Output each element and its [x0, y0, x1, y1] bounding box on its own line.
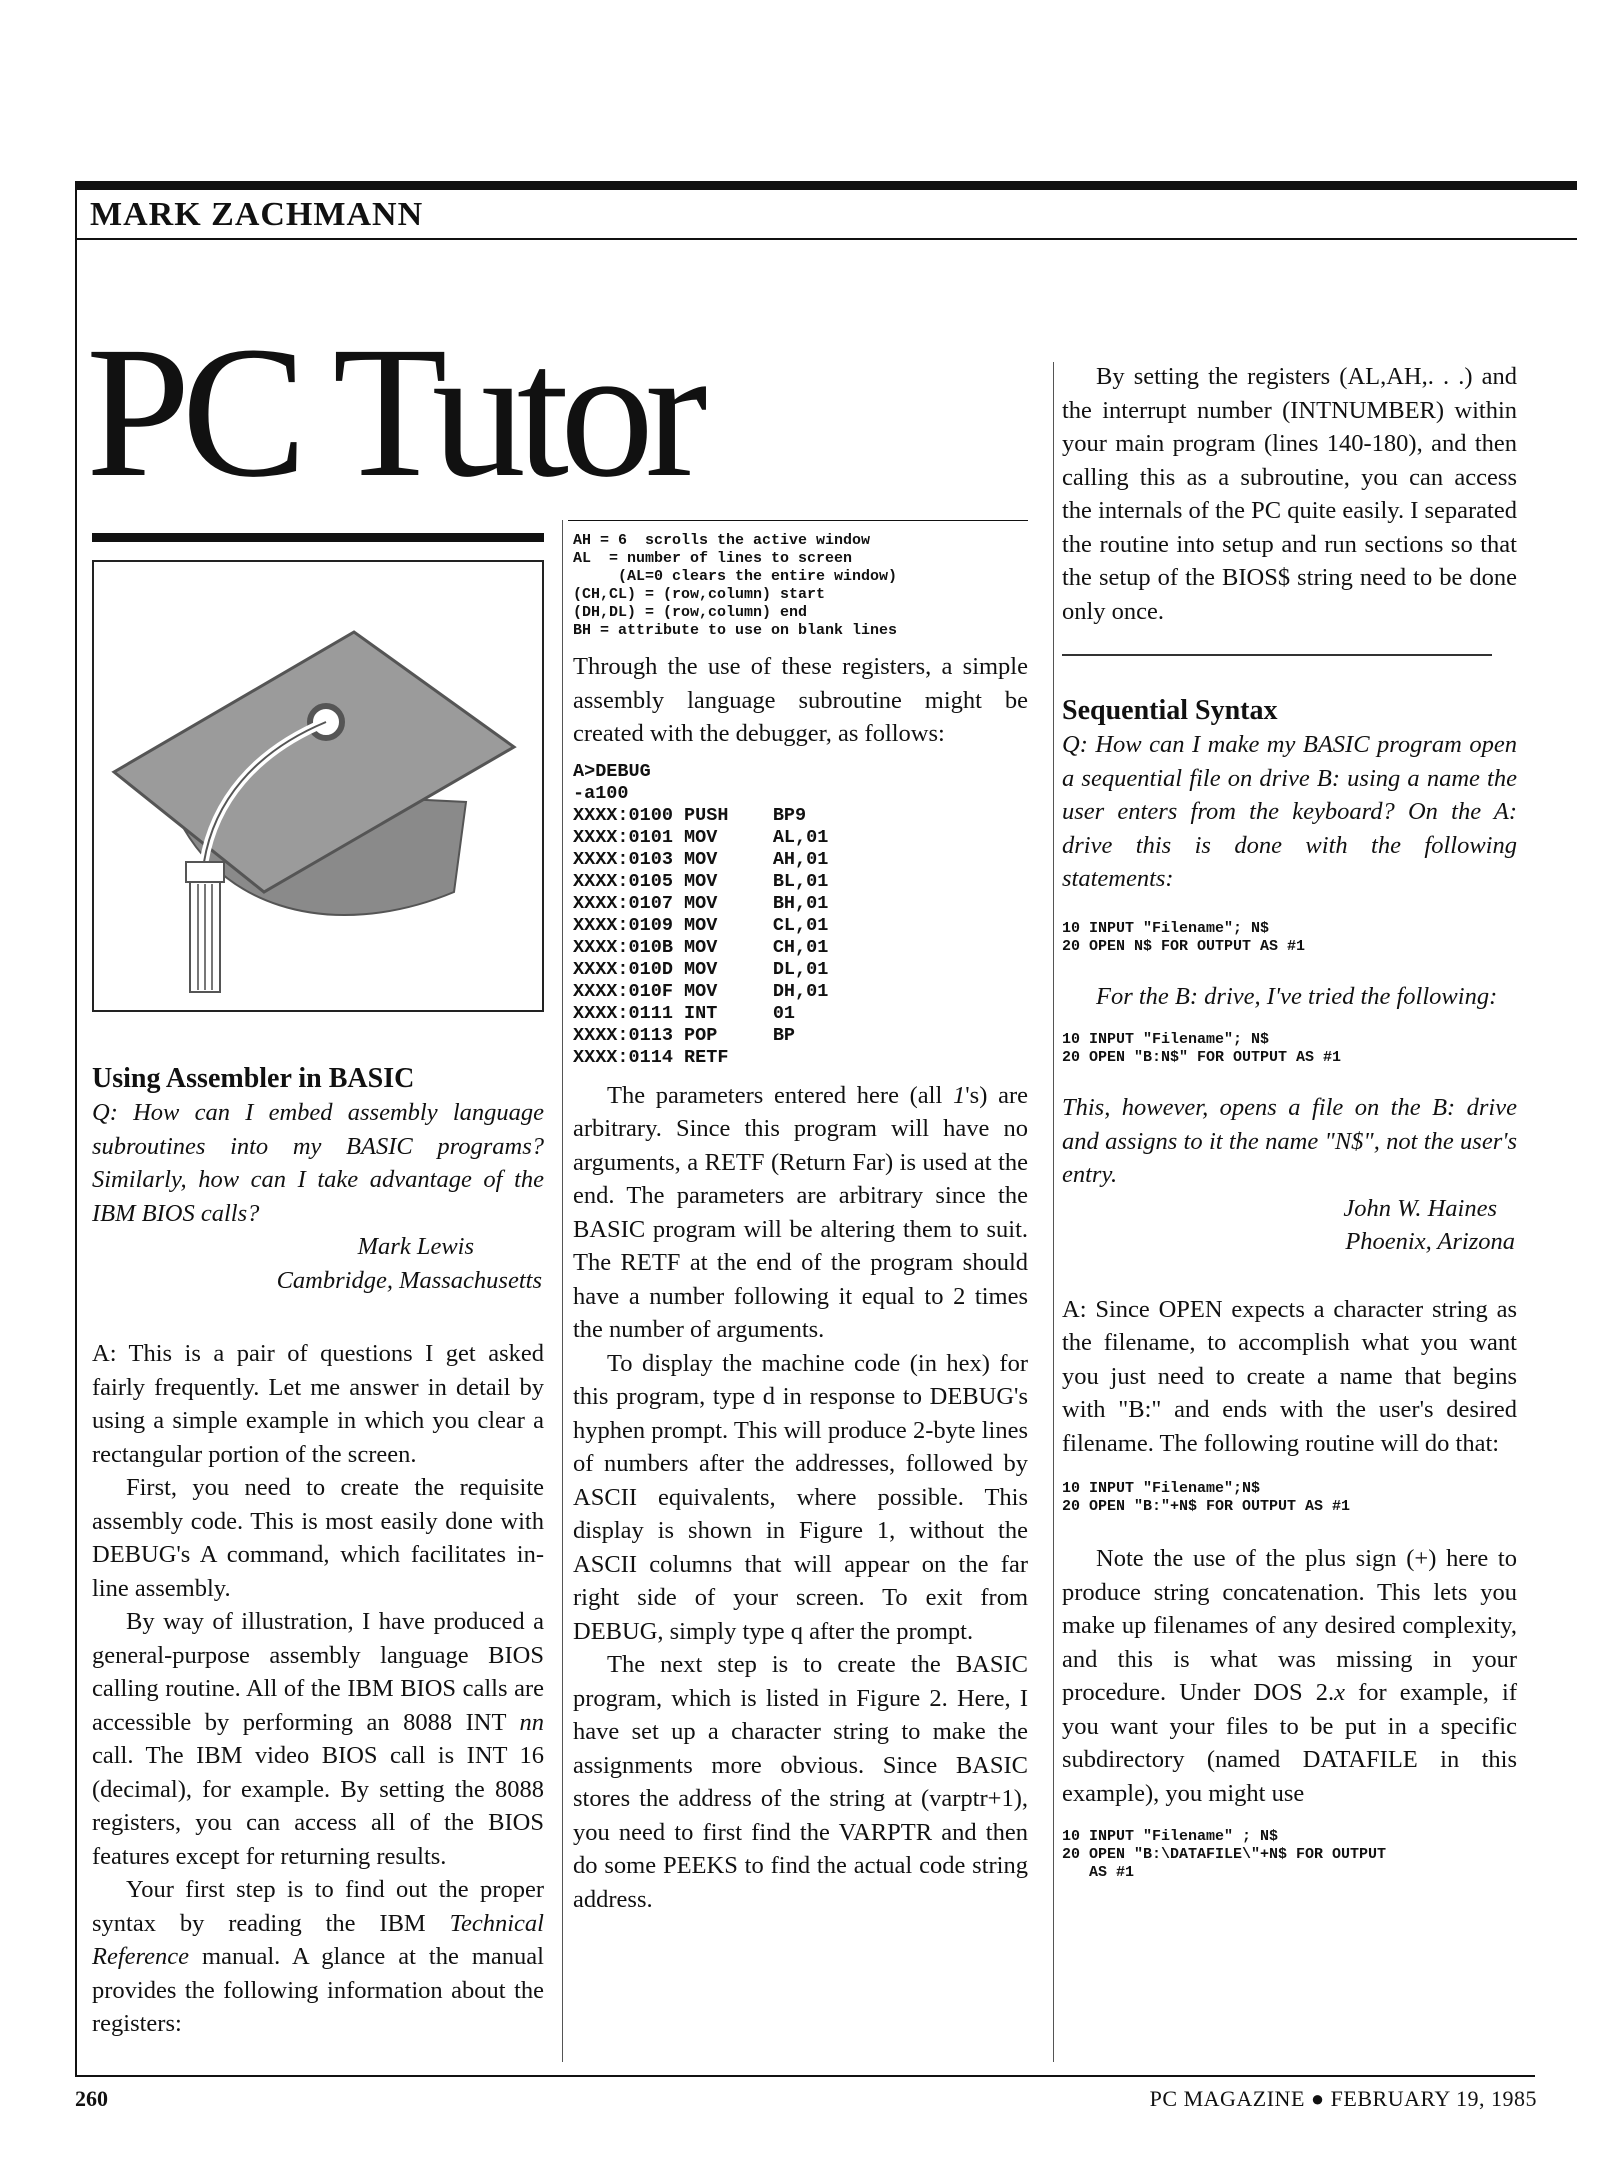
column-author: MARK ZACHMANN — [90, 196, 424, 233]
graduation-cap-illustration — [92, 560, 544, 1012]
question-signature-place: Cambridge, Massachusetts — [276, 1266, 542, 1294]
page-border-left — [75, 181, 77, 2077]
reader-question: Q: How can I embed assembly language subroutines into my BASIC programs? Similarly, how can I take advantage of the IBM BIOS calls? — [92, 1099, 544, 1227]
page-title: PC Tutor — [86, 307, 699, 516]
body-paragraph: By setting the registers (AL,AH,. . .) and the interrupt number (INTNUMBER) within your main program (lines 140-180), and then calling this as a subroutine, you can access the internals of the PC quite easily. I separated the routine into setup and run sections so that the setup of the BIOS$ string need to be done only once. — [1062, 363, 1517, 625]
answer-paragraph: A: Since OPEN expects a character string as the filename, to accomplish what you want you just need to create a name that begins with "B:" and ends with the user's desired filename. The following routine will do that: — [1062, 1295, 1517, 1457]
column-divider-1 — [562, 520, 563, 2062]
register-listing: AH = 6 scrolls the active window AL = number of lines to screen (AL=0 clears the entire window) (CH,CL) = (row,column) start (DH,DL) = (row,column) end BH = attribute to use on blank lines — [573, 532, 898, 639]
code-snippet: 10 INPUT "Filename"; N$ 20 OPEN N$ FOR OUTPUT AS #1 — [1062, 919, 1306, 955]
column-top-rule — [568, 520, 1028, 521]
title-bar — [92, 533, 544, 542]
body-paragraph: The next step is to create the BASIC program, which is listed in Figure 2. Here, I have set up a character string to make the assignments more obvious. Since BASIC stores the address of the string at (varptr+1), you need to first find the VARPTR and then do some PEEKS to find the actual code string address. — [573, 1651, 1028, 1913]
code-snippet: 10 INPUT "Filename"; N$ 20 OPEN "B:N$" FOR OUTPUT AS #1 — [1062, 1031, 1342, 1066]
body-paragraph: Note the use of the plus sign (+) here to produce string concatenation. This lets you make up filenames of any desired complexity, and this is what was missing in your procedure. Under DOS 2.x for example, if you want your files to be put in a specific subdirectory (named DATAFILE in this example), you might use — [1062, 1545, 1517, 1807]
section-heading-assembler: Using Assembler in BASIC — [92, 1063, 415, 1094]
reader-question: For the B: drive, I've tried the following: — [1096, 982, 1498, 1010]
section-heading-sequential: Sequential Syntax — [1062, 695, 1278, 726]
question-signature-name: John W. Haines — [1343, 1194, 1497, 1222]
header-rule-thick — [75, 181, 1577, 190]
magazine-issue: PC MAGAZINE ● FEBRUARY 19, 1985 — [1149, 2086, 1537, 2111]
section-divider — [1062, 654, 1492, 656]
header-rule-thin — [75, 238, 1577, 240]
body-paragraph: Through the use of these registers, a simple assembly language subroutine might be created with the debugger, as follows: — [573, 653, 1028, 747]
body-paragraph: The parameters entered here (all 1's) are arbitrary. Since this program will have no arguments, a RETF (Return Far) is used at the end. The parameters are arbitrary since the BASIC program will be altering them to suit. The RETF at the end of the program should have a number following it equal to 2 times the number of arguments. — [573, 1081, 1028, 1343]
debug-listing: A>DEBUG -a100 XXXX:0100 PUSH BP9 XXXX:0101 MOV AL,01 XXXX:0103 MOV AH,01 XXXX:0105 MOV BL,01 XXXX:0107 MOV BH,01 XXXX:0109 MOV CL,01 XXXX:010B MOV CH,01 XXXX:010D MOV DL,01 XXXX:010F MOV DH,01 XXXX:0111 INT 01 XXXX:0113 POP BP XXXX:0114 RETF — [573, 760, 829, 1068]
code-snippet: 10 INPUT "Filename" ; N$ 20 OPEN "B:\DATAFILE\"+N$ FOR OUTPUT AS #1 — [1062, 1828, 1387, 1881]
column-divider-2 — [1053, 362, 1054, 2062]
footer-rule — [75, 2075, 1535, 2077]
body-paragraph: To display the machine code (in hex) for this program, type d in response to DEBUG's hyphen prompt. This will produce 2-byte lines of numbers after the addresses, followed by ASCII equivalents, where possible. This display is shown in Figure 1, without the ASCII columns that will appear on the far right side of your screen. To exit from DEBUG, simply type q after the prompt. — [573, 1349, 1028, 1645]
question-signature-name: Mark Lewis — [357, 1233, 474, 1260]
question-signature-place: Phoenix, Arizona — [1345, 1228, 1515, 1255]
reader-question: Q: How can I make my BASIC program open a sequential file on drive B: using a name the user enters from the keyboard? On the A: drive this is done with the following statements: — [1062, 731, 1517, 892]
reader-question: This, however, opens a file on the B: drive and assigns to it the name "N$", not the user's entry. — [1062, 1094, 1517, 1188]
code-snippet: 10 INPUT "Filename";N$ 20 OPEN "B:"+N$ FOR OUTPUT AS #1 — [1062, 1480, 1351, 1515]
column-2 — [573, 532, 1028, 1916]
answer-paragraph: A: This is a pair of questions I get asked fairly frequently. Let me answer in detail by using a simple example in which you clear a rectangular portion of the screen. — [92, 1340, 544, 1468]
column-3 — [1062, 360, 1517, 1882]
body-paragraph: First, you need to create the requisite assembly code. This is most easily done with DEBUG's A command, which facilitates in-line assembly. — [92, 1474, 544, 1602]
body-paragraph: By way of illustration, I have produced a general-purpose assembly language BIOS calling routine. All of the IBM BIOS calls are accessible by performing an 8088 INT nn call. The IBM video BIOS call is INT 16 (decimal), for example. By setting the 8088 registers, you can access all of the BIOS features except for returning results. — [92, 1608, 544, 1870]
column-1 — [92, 1062, 544, 2041]
page-number: 260 — [75, 2086, 108, 2111]
body-paragraph: Your first step is to find out the proper syntax by reading the IBM Technical Reference manual. A glance at the manual provides the following information about the registers: — [92, 1876, 544, 2037]
graduation-cap-icon — [94, 562, 542, 1010]
